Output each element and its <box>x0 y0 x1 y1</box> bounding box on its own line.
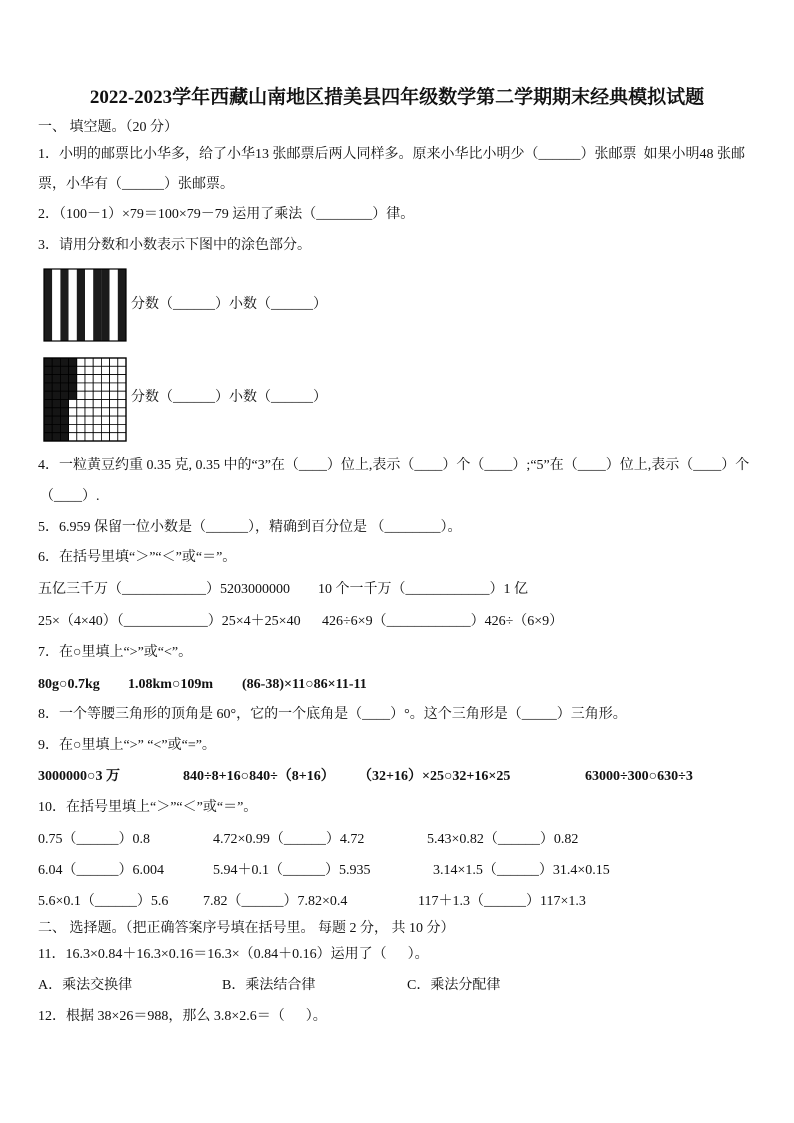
grid-cell-shaded <box>44 408 52 416</box>
grid-cell-shaded <box>60 408 68 416</box>
grid-cell-blank <box>85 400 93 408</box>
grid-cell-blank <box>77 416 85 424</box>
grid-cell-shaded <box>52 400 60 408</box>
grid-cell-blank <box>93 391 101 399</box>
grid-cell-shaded <box>44 358 52 366</box>
shaded-stripe <box>60 269 68 341</box>
grid-cell-blank <box>118 424 126 432</box>
grid-cell-blank <box>101 358 109 366</box>
grid-cell-shaded <box>52 433 60 441</box>
grid-cell-shaded <box>52 391 60 399</box>
grid-cell-blank <box>118 383 126 391</box>
grid-cell-shaded <box>60 383 68 391</box>
question-3-prompt: 3．请用分数和小数表示下图中的涂色部分。 <box>38 238 311 253</box>
question-10-item: 6.04（______）6.004 <box>38 863 164 878</box>
question-1-line-2: 票，小华有（______）张邮票。 <box>38 177 234 192</box>
grid-cell-blank <box>69 424 77 432</box>
grid-cell-blank <box>101 424 109 432</box>
question-11-option-b: B．乘法结合律 <box>222 978 316 993</box>
grid-cell-blank <box>85 358 93 366</box>
grid-cell-shaded <box>44 366 52 374</box>
grid-cell-blank <box>85 416 93 424</box>
question-5: 5．6.959 保留一位小数是（______），精确到百分位是 （________）。 <box>38 520 462 535</box>
grid-cell-blank <box>118 391 126 399</box>
grid-cell-blank <box>77 433 85 441</box>
grid-cell-shaded <box>69 391 77 399</box>
grid-cell-blank <box>101 416 109 424</box>
grid-cell-shaded <box>69 358 77 366</box>
grid-cell-blank <box>101 366 109 374</box>
grid-cell-shaded <box>44 400 52 408</box>
grid-cell-blank <box>93 408 101 416</box>
question-3-figure-1-answer: 分数（______）小数（______） <box>131 297 327 312</box>
question-10-item: 0.75（______）0.8 <box>38 832 150 847</box>
grid-cell-shaded <box>52 416 60 424</box>
grid-cell-shaded <box>52 358 60 366</box>
question-7-item: 80g○0.7kg <box>38 677 100 692</box>
grid-cell-blank <box>85 375 93 383</box>
hundred-grid-figure <box>43 357 127 442</box>
question-7-item: 1.08km○109m <box>128 677 214 692</box>
grid-cell-shaded <box>52 424 60 432</box>
question-10-item: 117＋1.3（______）117×1.3 <box>418 894 586 909</box>
grid-cell-blank <box>110 400 118 408</box>
blank-stripe <box>85 269 93 341</box>
grid-cell-blank <box>118 375 126 383</box>
question-10-item: 4.72×0.99（______）4.72 <box>213 832 365 847</box>
question-6-item: 五亿三千万（____________）5203000000 <box>38 582 290 597</box>
blank-stripe <box>52 269 60 341</box>
grid-cell-blank <box>93 375 101 383</box>
question-9-item: 63000÷300○630÷3 <box>585 769 693 784</box>
question-7-item: (86-38)×11○86×11-11 <box>242 677 367 692</box>
grid-cell-blank <box>110 408 118 416</box>
question-11-stem: 11．16.3×0.84＋16.3×0.16＝16.3×（0.84＋0.16）运用了（ ）。 <box>38 947 429 962</box>
question-8: 8．一个等腰三角形的顶角是 60°，它的一个底角是（____）°。这个三角形是（_____）三角形。 <box>38 707 627 722</box>
question-4-line-1: 4．一粒黄豆约重 0.35 克, 0.35 中的“3”在（____）位上,表示（____）个（____）;“5”在（____）位上,表示（____）个 <box>38 458 750 473</box>
question-10-item: 5.6×0.1（______）5.6 <box>38 894 169 909</box>
grid-cell-shaded <box>60 366 68 374</box>
grid-cell-shaded <box>60 424 68 432</box>
grid-cell-shaded <box>44 433 52 441</box>
shaded-stripe <box>101 269 109 341</box>
grid-cell-blank <box>69 408 77 416</box>
grid-cell-shaded <box>52 375 60 383</box>
grid-cell-shaded <box>44 424 52 432</box>
question-7-prompt: 7．在○里填上“>”或“<”。 <box>38 645 193 660</box>
question-10-prompt: 10．在括号里填上“＞”“＜”或“＝”。 <box>38 800 258 815</box>
grid-cell-shaded <box>44 375 52 383</box>
grid-cell-blank <box>101 391 109 399</box>
grid-cell-blank <box>93 433 101 441</box>
question-6-prompt: 6．在括号里填“＞”“＜”或“＝”。 <box>38 550 237 565</box>
section-2-heading: 二、 选择题。（把正确答案序号填在括号里。 每题 2 分， 共 10 分） <box>38 921 455 936</box>
shaded-stripe <box>44 269 52 341</box>
grid-cell-shaded <box>44 383 52 391</box>
grid-cell-shaded <box>60 400 68 408</box>
grid-cell-blank <box>93 424 101 432</box>
grid-cell-blank <box>118 408 126 416</box>
question-12: 12．根据 38×26＝988，那么 3.8×2.6＝（ ）。 <box>38 1009 327 1024</box>
grid-cell-blank <box>110 366 118 374</box>
grid-cell-shaded <box>60 416 68 424</box>
question-10-item: 5.94＋0.1（______）5.935 <box>213 863 371 878</box>
grid-cell-blank <box>77 366 85 374</box>
grid-cell-blank <box>118 416 126 424</box>
grid-cell-blank <box>110 424 118 432</box>
question-9-item: 840÷8+16○840÷（8+16） <box>183 769 335 784</box>
grid-cell-shaded <box>44 391 52 399</box>
grid-cell-blank <box>110 375 118 383</box>
grid-cell-shaded <box>52 366 60 374</box>
grid-cell-blank <box>101 375 109 383</box>
question-10-item: 7.82（______）7.82×0.4 <box>203 894 348 909</box>
grid-cell-blank <box>69 400 77 408</box>
grid-cell-shaded <box>44 416 52 424</box>
grid-cell-blank <box>69 416 77 424</box>
grid-cell-blank <box>101 383 109 391</box>
grid-cell-blank <box>110 358 118 366</box>
grid-cell-shaded <box>52 408 60 416</box>
question-9-item: （32+16）×25○32+16×25 <box>358 769 511 784</box>
question-9-item: 3000000○3 万 <box>38 769 120 784</box>
grid-cell-blank <box>85 383 93 391</box>
grid-cell-blank <box>77 391 85 399</box>
grid-cell-blank <box>110 383 118 391</box>
question-11-option-c: C．乘法分配律 <box>407 978 501 993</box>
question-3-figure-2-answer: 分数（______）小数（______） <box>131 390 327 405</box>
grid-cell-shaded <box>69 375 77 383</box>
grid-cell-blank <box>101 433 109 441</box>
question-6-item: 10 个一千万（____________）1 亿 <box>318 582 528 597</box>
grid-cell-shaded <box>60 433 68 441</box>
grid-cell-shaded <box>60 391 68 399</box>
grid-cell-shaded <box>60 358 68 366</box>
grid-cell-blank <box>69 433 77 441</box>
grid-cell-shaded <box>52 383 60 391</box>
grid-cell-blank <box>118 433 126 441</box>
section-1-heading: 一、 填空题。（20 分） <box>38 120 178 135</box>
grid-cell-blank <box>85 408 93 416</box>
grid-cell-blank <box>85 366 93 374</box>
question-11-option-a: A．乘法交换律 <box>38 978 133 993</box>
grid-cell-blank <box>101 400 109 408</box>
grid-cell-blank <box>93 383 101 391</box>
grid-cell-blank <box>77 358 85 366</box>
grid-cell-blank <box>77 408 85 416</box>
grid-cell-blank <box>85 424 93 432</box>
question-10-item: 5.43×0.82（______）0.82 <box>427 832 579 847</box>
question-2: 2．（100－1）×79＝100×79－79 运用了乘法（________）律。 <box>38 207 415 222</box>
question-6-item: 25×（4×40）（____________）25×4＋25×40 <box>38 614 301 629</box>
question-1-line-1: 1．小明的邮票比小华多，给了小华13 张邮票后两人同样多。原来小华比小明少（______）张邮票 如果小明48 张邮 <box>38 147 745 162</box>
shaded-stripe <box>118 269 126 341</box>
grid-cell-blank <box>101 408 109 416</box>
grid-cell-blank <box>93 416 101 424</box>
grid-cell-blank <box>118 400 126 408</box>
grid-cell-blank <box>77 424 85 432</box>
grid-cell-shaded <box>69 383 77 391</box>
grid-cell-shaded <box>69 366 77 374</box>
grid-cell-blank <box>110 391 118 399</box>
grid-cell-blank <box>110 416 118 424</box>
shaded-stripe <box>77 269 85 341</box>
blank-stripe <box>110 269 118 341</box>
grid-cell-blank <box>93 358 101 366</box>
question-9-prompt: 9．在○里填上“>” “<”或“=”。 <box>38 738 216 753</box>
grid-cell-blank <box>77 383 85 391</box>
shaded-stripe <box>93 269 101 341</box>
exam-title: 2022-2023学年西藏山南地区措美县四年级数学第二学期期末经典模拟试题 <box>89 87 705 108</box>
grid-cell-blank <box>85 391 93 399</box>
blank-stripe <box>69 269 77 341</box>
grid-cell-blank <box>118 358 126 366</box>
question-6-item: 426÷6×9（____________）426÷（6×9） <box>322 614 564 629</box>
grid-cell-blank <box>93 400 101 408</box>
grid-cell-blank <box>118 366 126 374</box>
question-10-item: 3.14×1.5（______）31.4×0.15 <box>433 863 610 878</box>
question-4-line-2: （____）. <box>40 489 100 504</box>
grid-cell-blank <box>93 366 101 374</box>
grid-cell-blank <box>77 375 85 383</box>
grid-cell-blank <box>77 400 85 408</box>
grid-cell-blank <box>85 433 93 441</box>
grid-cell-blank <box>110 433 118 441</box>
grid-cell-shaded <box>60 375 68 383</box>
striped-rectangle-figure <box>43 268 127 342</box>
